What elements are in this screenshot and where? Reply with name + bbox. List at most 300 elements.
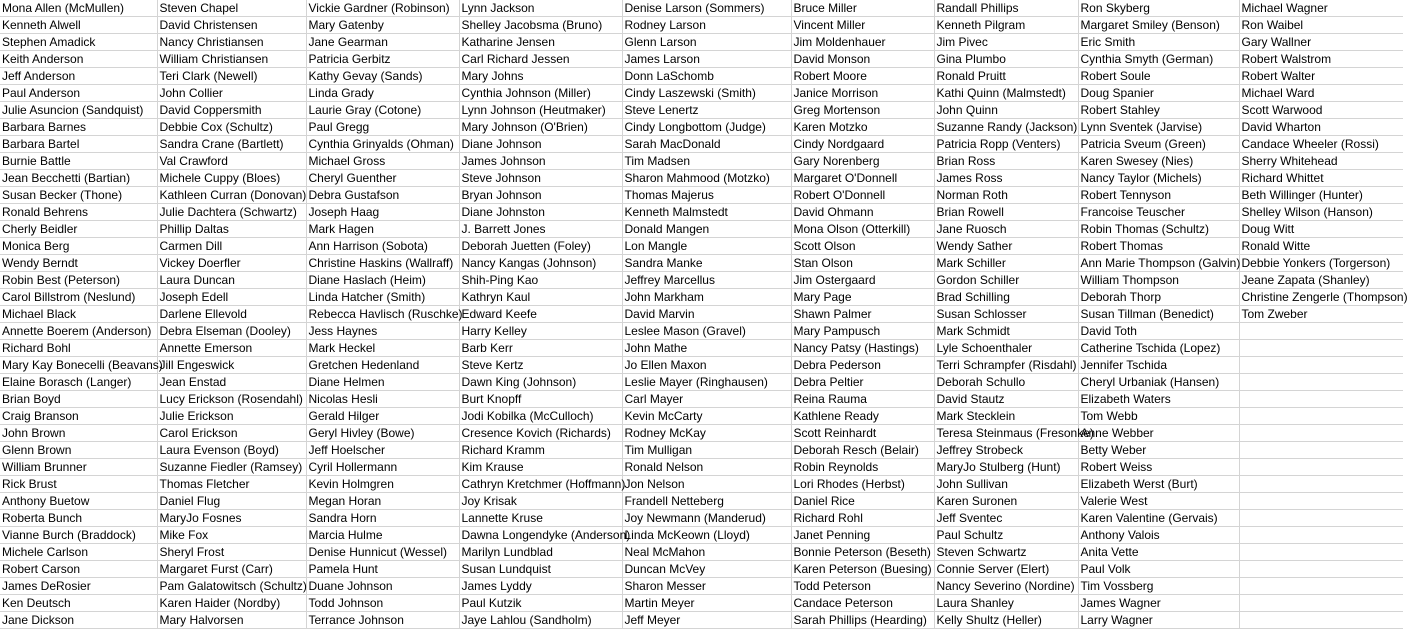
sheet-cell[interactable]: Darlene Ellevold	[157, 306, 306, 323]
sheet-cell[interactable]: Mark Schiller	[934, 255, 1078, 272]
sheet-cell[interactable]: Carol Billstrom (Neslund)	[0, 289, 157, 306]
sheet-cell[interactable]: Janice Morrison	[791, 85, 934, 102]
sheet-cell[interactable]: Jeff Sventec	[934, 510, 1078, 527]
sheet-cell[interactable]: Kenneth Alwell	[0, 17, 157, 34]
sheet-cell[interactable]: Thomas Majerus	[622, 187, 791, 204]
sheet-cell[interactable]: Debbie Yonkers (Torgerson)	[1239, 255, 1403, 272]
sheet-cell[interactable]: Mary Gatenby	[306, 17, 459, 34]
sheet-cell[interactable]: Norman Roth	[934, 187, 1078, 204]
sheet-cell[interactable]: Ann Marie Thompson (Galvin)	[1078, 255, 1239, 272]
sheet-cell[interactable]: MaryJo Fosnes	[157, 510, 306, 527]
sheet-cell[interactable]: Geryl Hivley (Bowe)	[306, 425, 459, 442]
sheet-cell[interactable]: Ronald Witte	[1239, 238, 1403, 255]
sheet-cell[interactable]: Rebecca Havlisch (Ruschke)	[306, 306, 459, 323]
sheet-cell[interactable]: Scott Warwood	[1239, 102, 1403, 119]
sheet-cell[interactable]: Stephen Amadick	[0, 34, 157, 51]
sheet-cell[interactable]: Terrance Johnson	[306, 612, 459, 629]
sheet-cell[interactable]: Mike Fox	[157, 527, 306, 544]
sheet-cell[interactable]: Stan Olson	[791, 255, 934, 272]
sheet-cell[interactable]: Donn LaSchomb	[622, 68, 791, 85]
sheet-cell[interactable]: Nancy Kangas (Johnson)	[459, 255, 622, 272]
sheet-cell[interactable]: Patricia Gerbitz	[306, 51, 459, 68]
sheet-cell[interactable]: Karen Suronen	[934, 493, 1078, 510]
sheet-cell[interactable]: Steve Kertz	[459, 357, 622, 374]
sheet-cell[interactable]: Linda Grady	[306, 85, 459, 102]
sheet-cell[interactable]: Margaret Smiley (Benson)	[1078, 17, 1239, 34]
sheet-cell[interactable]: Kathi Quinn (Malmstedt)	[934, 85, 1078, 102]
sheet-cell[interactable]: Dawna Longendyke (Anderson)	[459, 527, 622, 544]
sheet-cell[interactable]	[1239, 374, 1403, 391]
sheet-cell[interactable]: Randall Phillips	[934, 0, 1078, 17]
sheet-cell[interactable]	[1239, 340, 1403, 357]
sheet-cell[interactable]: Mona Allen (McMullen)	[0, 0, 157, 17]
sheet-cell[interactable]: Cathryn Kretchmer (Hoffmann)	[459, 476, 622, 493]
sheet-cell[interactable]: Jane Dickson	[0, 612, 157, 629]
sheet-cell[interactable]: Duane Johnson	[306, 578, 459, 595]
sheet-cell[interactable]: Robert Soule	[1078, 68, 1239, 85]
sheet-cell[interactable]: Karen Valentine (Gervais)	[1078, 510, 1239, 527]
sheet-cell[interactable]: Mary Pampusch	[791, 323, 934, 340]
sheet-cell[interactable]: Brad Schilling	[934, 289, 1078, 306]
sheet-cell[interactable]: Michael Gross	[306, 153, 459, 170]
sheet-cell[interactable]: Nicolas Hesli	[306, 391, 459, 408]
sheet-cell[interactable]	[1239, 612, 1403, 629]
sheet-cell[interactable]: Ron Waibel	[1239, 17, 1403, 34]
sheet-cell[interactable]: Kevin McCarty	[622, 408, 791, 425]
sheet-cell[interactable]: Lucy Erickson (Rosendahl)	[157, 391, 306, 408]
sheet-cell[interactable]: Diane Johnston	[459, 204, 622, 221]
sheet-cell[interactable]	[1239, 561, 1403, 578]
sheet-cell[interactable]: Lynn Jackson	[459, 0, 622, 17]
sheet-cell[interactable]: John Markham	[622, 289, 791, 306]
sheet-cell[interactable]: Barbara Barnes	[0, 119, 157, 136]
sheet-cell[interactable]	[1239, 442, 1403, 459]
sheet-cell[interactable]: Harry Kelley	[459, 323, 622, 340]
sheet-cell[interactable]: Robin Best (Peterson)	[0, 272, 157, 289]
sheet-cell[interactable]	[1239, 357, 1403, 374]
sheet-cell[interactable]: Debra Gustafson	[306, 187, 459, 204]
sheet-cell[interactable]: Elizabeth Waters	[1078, 391, 1239, 408]
sheet-cell[interactable]: Carl Mayer	[622, 391, 791, 408]
sheet-cell[interactable]: Joseph Edell	[157, 289, 306, 306]
sheet-cell[interactable]: Kelly Shultz (Heller)	[934, 612, 1078, 629]
sheet-cell[interactable]: Glenn Larson	[622, 34, 791, 51]
sheet-cell[interactable]: Carl Richard Jessen	[459, 51, 622, 68]
sheet-cell[interactable]: Kathy Gevay (Sands)	[306, 68, 459, 85]
sheet-cell[interactable]: Karen Motzko	[791, 119, 934, 136]
sheet-cell[interactable]: Burnie Battle	[0, 153, 157, 170]
sheet-cell[interactable]: William Thompson	[1078, 272, 1239, 289]
sheet-cell[interactable]: Laura Evenson (Boyd)	[157, 442, 306, 459]
sheet-cell[interactable]: Tom Webb	[1078, 408, 1239, 425]
sheet-cell[interactable]: Gary Norenberg	[791, 153, 934, 170]
sheet-cell[interactable]: Linda Hatcher (Smith)	[306, 289, 459, 306]
sheet-cell[interactable]: Pamela Hunt	[306, 561, 459, 578]
sheet-cell[interactable]: Mary Kay Bonecelli (Beavans)	[2, 358, 163, 372]
sheet-cell[interactable]: Cynthia Grinyalds (Ohman)	[306, 136, 459, 153]
sheet-cell[interactable]: Shih-Ping Kao	[459, 272, 622, 289]
sheet-cell[interactable]: Christine Haskins (Wallraff)	[306, 255, 459, 272]
sheet-cell[interactable]: Cynthia Smyth (German)	[1078, 51, 1239, 68]
sheet-cell[interactable]: Valerie West	[1078, 493, 1239, 510]
sheet-cell[interactable]: James DeRosier	[0, 578, 157, 595]
sheet-cell[interactable]: Pam Galatowitsch (Schultz)	[157, 578, 306, 595]
sheet-cell[interactable]: Jon Nelson	[622, 476, 791, 493]
sheet-cell[interactable]: Joseph Haag	[306, 204, 459, 221]
sheet-cell[interactable]: David Toth	[1078, 323, 1239, 340]
sheet-cell[interactable]: Kathlene Ready	[791, 408, 934, 425]
sheet-cell[interactable]: Gina Plumbo	[934, 51, 1078, 68]
sheet-cell[interactable]: Carol Erickson	[157, 425, 306, 442]
sheet-cell[interactable]: Gretchen Hedenland	[306, 357, 459, 374]
sheet-cell[interactable]: Michael Ward	[1239, 85, 1403, 102]
sheet-cell[interactable]: Michael Wagner	[1239, 0, 1403, 17]
sheet-cell[interactable]: Sharon Mahmood (Motzko)	[622, 170, 791, 187]
sheet-cell[interactable]: Duncan McVey	[622, 561, 791, 578]
sheet-cell[interactable]: David Christensen	[157, 17, 306, 34]
sheet-cell[interactable]: Elaine Borasch (Langer)	[0, 374, 157, 391]
sheet-cell[interactable]: Cynthia Johnson (Miller)	[459, 85, 622, 102]
sheet-cell[interactable]	[1239, 408, 1403, 425]
sheet-cell[interactable]: Ronald Behrens	[0, 204, 157, 221]
sheet-cell[interactable]: Patricia Ropp (Venters)	[934, 136, 1078, 153]
sheet-cell[interactable]: Sandra Crane (Bartlett)	[157, 136, 306, 153]
sheet-cell[interactable]: Kim Krause	[459, 459, 622, 476]
sheet-cell[interactable]: Jaye Lahlou (Sandholm)	[459, 612, 622, 629]
sheet-cell[interactable]: Cresence Kovich (Richards)	[459, 425, 622, 442]
sheet-cell[interactable]: Sharon Messer	[622, 578, 791, 595]
sheet-cell[interactable]: MaryJo Stulberg (Hunt)	[934, 459, 1078, 476]
sheet-cell[interactable]: Robert Thomas	[1078, 238, 1239, 255]
sheet-cell[interactable]: Richard Whittet	[1239, 170, 1403, 187]
sheet-cell[interactable]: Mark Schmidt	[934, 323, 1078, 340]
sheet-cell[interactable]: Cheryl Guenther	[306, 170, 459, 187]
sheet-cell[interactable]: Vickie Gardner (Robinson)	[306, 0, 459, 17]
sheet-cell[interactable]: Jeff Meyer	[622, 612, 791, 629]
sheet-cell[interactable]: Francoise Teuscher	[1078, 204, 1239, 221]
sheet-cell[interactable]: Candace Peterson	[791, 595, 934, 612]
sheet-cell[interactable]: Deborah Thorp	[1078, 289, 1239, 306]
sheet-cell[interactable]: Jean Becchetti (Bartian)	[0, 170, 157, 187]
sheet-cell[interactable]: Deborah Resch (Belair)	[791, 442, 934, 459]
sheet-cell[interactable]: Gerald Hilger	[306, 408, 459, 425]
sheet-cell[interactable]: Nancy Christiansen	[157, 34, 306, 51]
sheet-cell[interactable]: Cindy Nordgaard	[791, 136, 934, 153]
sheet-cell[interactable]: Jim Ostergaard	[791, 272, 934, 289]
sheet-cell[interactable]: Mona Olson (Otterkill)	[791, 221, 934, 238]
sheet-cell[interactable]: Brian Ross	[934, 153, 1078, 170]
sheet-cell[interactable]: Cherly Beidler	[0, 221, 157, 238]
sheet-cell[interactable]: Margaret Furst (Carr)	[157, 561, 306, 578]
sheet-cell[interactable]: Vianne Burch (Braddock)	[0, 527, 157, 544]
sheet-cell[interactable]	[1239, 425, 1403, 442]
sheet-cell[interactable]: Jane Ruosch	[934, 221, 1078, 238]
sheet-cell[interactable]: James Johnson	[459, 153, 622, 170]
sheet-cell[interactable]: Wendy Sather	[934, 238, 1078, 255]
sheet-cell[interactable]: David Stautz	[934, 391, 1078, 408]
sheet-cell[interactable]: Greg Mortenson	[791, 102, 934, 119]
sheet-cell[interactable]: Jeffrey Strobeck	[934, 442, 1078, 459]
sheet-cell[interactable]: Mary Halvorsen	[157, 612, 306, 629]
sheet-cell[interactable]: Jim Moldenhauer	[791, 34, 934, 51]
sheet-cell[interactable]: Denise Larson (Sommers)	[622, 0, 791, 17]
sheet-cell[interactable]: Susan Tillman (Benedict)	[1078, 306, 1239, 323]
sheet-cell[interactable]: Kenneth Malmstedt	[622, 204, 791, 221]
sheet-cell[interactable]: Doug Witt	[1239, 221, 1403, 238]
sheet-cell[interactable]: Susan Schlosser	[934, 306, 1078, 323]
sheet-cell[interactable]: Nancy Patsy (Hastings)	[791, 340, 934, 357]
sheet-cell[interactable]: Ronald Nelson	[622, 459, 791, 476]
sheet-cell[interactable]: Robert Tennyson	[1078, 187, 1239, 204]
sheet-cell[interactable]: Jess Haynes	[306, 323, 459, 340]
sheet-cell[interactable]: Lori Rhodes (Herbst)	[791, 476, 934, 493]
sheet-cell[interactable]: Daniel Rice	[791, 493, 934, 510]
sheet-cell[interactable]: Sherry Whitehead	[1239, 153, 1403, 170]
sheet-cell[interactable]: James Wagner	[1078, 595, 1239, 612]
sheet-cell[interactable]: Shelley Wilson (Hanson)	[1239, 204, 1403, 221]
sheet-cell[interactable]: Kathryn Kaul	[459, 289, 622, 306]
sheet-cell[interactable]: Phillip Daltas	[157, 221, 306, 238]
sheet-cell[interactable]: Debra Peltier	[791, 374, 934, 391]
sheet-cell[interactable]: Jim Pivec	[934, 34, 1078, 51]
sheet-cell[interactable]: Marcia Hulme	[306, 527, 459, 544]
sheet-cell[interactable]: Steve Johnson	[459, 170, 622, 187]
sheet-cell[interactable]: Debbie Cox (Schultz)	[157, 119, 306, 136]
sheet-cell[interactable]: Burt Knopff	[459, 391, 622, 408]
sheet-cell[interactable]: Mark Hagen	[306, 221, 459, 238]
sheet-cell[interactable]: Steve Lenertz	[622, 102, 791, 119]
sheet-cell[interactable]: Nancy Taylor (Michels)	[1078, 170, 1239, 187]
sheet-cell[interactable]: Annette Emerson	[157, 340, 306, 357]
sheet-cell[interactable]: Robert Walter	[1239, 68, 1403, 85]
sheet-cell[interactable]: Craig Branson	[0, 408, 157, 425]
sheet-cell[interactable]	[1239, 323, 1403, 340]
sheet-cell[interactable]: Roberta Bunch	[0, 510, 157, 527]
sheet-cell[interactable]: Rodney Larson	[622, 17, 791, 34]
sheet-cell[interactable]: Mary Johns	[459, 68, 622, 85]
sheet-cell[interactable]: Robert Walstrom	[1239, 51, 1403, 68]
sheet-cell[interactable]: Todd Peterson	[791, 578, 934, 595]
sheet-cell[interactable]: Donald Mangen	[622, 221, 791, 238]
sheet-cell[interactable]: Paul Anderson	[0, 85, 157, 102]
sheet-cell[interactable]: John Brown	[0, 425, 157, 442]
sheet-cell[interactable]	[1239, 527, 1403, 544]
sheet-cell[interactable]: Beth Willinger (Hunter)	[1239, 187, 1403, 204]
sheet-cell[interactable]: James Larson	[622, 51, 791, 68]
sheet-cell[interactable]: Debra Pederson	[791, 357, 934, 374]
sheet-cell[interactable]: John Quinn	[934, 102, 1078, 119]
sheet-cell[interactable]: Anthony Valois	[1078, 527, 1239, 544]
sheet-cell[interactable]: Laura Duncan	[157, 272, 306, 289]
sheet-cell[interactable]: Mark Heckel	[306, 340, 459, 357]
sheet-cell[interactable]: Jean Enstad	[157, 374, 306, 391]
sheet-cell[interactable]: Deborah Juetten (Foley)	[459, 238, 622, 255]
sheet-cell[interactable]	[1239, 578, 1403, 595]
sheet-cell[interactable]	[1239, 493, 1403, 510]
sheet-cell[interactable]: Julie Erickson	[157, 408, 306, 425]
sheet-cell[interactable]: Joy Newmann (Manderud)	[622, 510, 791, 527]
sheet-cell[interactable]: Terri Schrampfer (Risdahl)	[934, 357, 1078, 374]
sheet-cell[interactable]: Mary Page	[791, 289, 934, 306]
sheet-cell[interactable]: Scott Reinhardt	[791, 425, 934, 442]
sheet-cell[interactable]: Robert O'Donnell	[791, 187, 934, 204]
sheet-cell[interactable]: Jane Gearman	[306, 34, 459, 51]
sheet-cell[interactable]: James Ross	[934, 170, 1078, 187]
sheet-cell[interactable]: David Wharton	[1239, 119, 1403, 136]
sheet-cell[interactable]: Brian Rowell	[934, 204, 1078, 221]
sheet-cell[interactable]: Daniel Flug	[157, 493, 306, 510]
sheet-cell[interactable]: Cheryl Urbaniak (Hansen)	[1078, 374, 1239, 391]
sheet-cell[interactable]: Jeff Hoelscher	[306, 442, 459, 459]
sheet-cell[interactable]: Kathleen Curran (Donovan)	[157, 187, 306, 204]
sheet-cell[interactable]: Anne Webber	[1078, 425, 1239, 442]
sheet-cell[interactable]: John Collier	[157, 85, 306, 102]
sheet-cell[interactable]: Margaret O'Donnell	[791, 170, 934, 187]
sheet-cell[interactable]: Steven Chapel	[157, 0, 306, 17]
sheet-cell[interactable]: Kevin Holmgren	[306, 476, 459, 493]
sheet-cell[interactable]: Mary Johnson (O'Brien)	[459, 119, 622, 136]
sheet-cell[interactable]: David Marvin	[622, 306, 791, 323]
sheet-cell[interactable]	[1239, 510, 1403, 527]
sheet-cell[interactable]: Frandell Netteberg	[622, 493, 791, 510]
sheet-cell[interactable]: Elizabeth Werst (Burt)	[1078, 476, 1239, 493]
sheet-cell[interactable]: Robert Weiss	[1078, 459, 1239, 476]
sheet-cell[interactable]: John Sullivan	[934, 476, 1078, 493]
sheet-cell[interactable]: Karen Peterson (Buesing)	[791, 561, 934, 578]
sheet-cell[interactable]: Lon Mangle	[622, 238, 791, 255]
sheet-cell[interactable]: Candace Wheeler (Rossi)	[1239, 136, 1403, 153]
sheet-cell[interactable]: Thomas Fletcher	[157, 476, 306, 493]
sheet-cell[interactable]: Julie Dachtera (Schwartz)	[157, 204, 306, 221]
sheet-cell[interactable]: Tom Zweber	[1239, 306, 1403, 323]
sheet-cell[interactable]: Ann Harrison (Sobota)	[306, 238, 459, 255]
sheet-cell[interactable]: Jeffrey Marcellus	[622, 272, 791, 289]
sheet-cell[interactable]: Leslie Mayer (Ringhausen)	[622, 374, 791, 391]
sheet-cell[interactable]: Lynn Johnson (Heutmaker)	[459, 102, 622, 119]
sheet-cell[interactable]: Bruce Miller	[791, 0, 934, 17]
sheet-cell[interactable]: Laurie Gray (Cotone)	[306, 102, 459, 119]
sheet-cell[interactable]: Jill Engeswick	[157, 357, 306, 374]
sheet-cell[interactable]: Cindy Longbottom (Judge)	[622, 119, 791, 136]
sheet-cell[interactable]: Keith Anderson	[0, 51, 157, 68]
sheet-cell[interactable]: Lynn Sventek (Jarvise)	[1078, 119, 1239, 136]
sheet-cell[interactable]: Ron Skyberg	[1078, 0, 1239, 17]
sheet-cell[interactable]: Neal McMahon	[622, 544, 791, 561]
sheet-cell[interactable]: Robin Reynolds	[791, 459, 934, 476]
sheet-cell[interactable]: Sheryl Frost	[157, 544, 306, 561]
sheet-cell[interactable]: Vincent Miller	[791, 17, 934, 34]
sheet-cell[interactable]: Bryan Johnson	[459, 187, 622, 204]
sheet-cell[interactable]: Sarah Phillips (Hearding)	[791, 612, 934, 629]
sheet-cell[interactable]: Kenneth Pilgram	[934, 17, 1078, 34]
sheet-cell[interactable]: Richard Kramm	[459, 442, 622, 459]
sheet-cell[interactable]: Ronald Pruitt	[934, 68, 1078, 85]
sheet-cell[interactable]: Debra Elseman (Dooley)	[157, 323, 306, 340]
sheet-cell[interactable]: Sandra Horn	[306, 510, 459, 527]
sheet-cell[interactable]	[1239, 544, 1403, 561]
sheet-cell[interactable]: David Monson	[791, 51, 934, 68]
sheet-cell[interactable]: Diane Haslach (Heim)	[306, 272, 459, 289]
sheet-cell[interactable]: Doug Spanier	[1078, 85, 1239, 102]
sheet-cell[interactable]: Lannette Kruse	[459, 510, 622, 527]
sheet-cell[interactable]: Michael Black	[0, 306, 157, 323]
sheet-cell[interactable]: Eric Smith	[1078, 34, 1239, 51]
sheet-cell[interactable]: David Coppersmith	[157, 102, 306, 119]
sheet-cell[interactable]: Anthony Buetow	[0, 493, 157, 510]
sheet-cell[interactable]: Shelley Jacobsma (Bruno)	[459, 17, 622, 34]
sheet-cell[interactable]: Paul Gregg	[306, 119, 459, 136]
sheet-cell[interactable]: Denise Hunnicut (Wessel)	[306, 544, 459, 561]
sheet-cell[interactable]: William Brunner	[0, 459, 157, 476]
sheet-cell[interactable]: Reina Rauma	[791, 391, 934, 408]
sheet-cell[interactable]	[1239, 459, 1403, 476]
sheet-cell[interactable]: Suzanne Fiedler (Ramsey)	[157, 459, 306, 476]
sheet-cell[interactable]: J. Barrett Jones	[459, 221, 622, 238]
sheet-cell[interactable]: David Ohmann	[791, 204, 934, 221]
sheet-cell[interactable]	[1239, 595, 1403, 612]
sheet-cell[interactable]: Cyril Hollermann	[306, 459, 459, 476]
sheet-cell[interactable]: Marilyn Lundblad	[459, 544, 622, 561]
sheet-cell[interactable]: Sandra Manke	[622, 255, 791, 272]
sheet-cell[interactable]: Richard Bohl	[0, 340, 157, 357]
sheet-cell[interactable]: Robin Thomas (Schultz)	[1078, 221, 1239, 238]
sheet-cell[interactable]: Larry Wagner	[1078, 612, 1239, 629]
sheet-cell[interactable]: William Christiansen	[157, 51, 306, 68]
sheet-cell[interactable]: Vickey Doerfler	[157, 255, 306, 272]
sheet-cell[interactable]: Rodney McKay	[622, 425, 791, 442]
sheet-cell[interactable]: Janet Penning	[791, 527, 934, 544]
sheet-cell[interactable]: Shawn Palmer	[791, 306, 934, 323]
sheet-cell[interactable]: Rick Brust	[0, 476, 157, 493]
sheet-cell[interactable]: Scott Olson	[791, 238, 934, 255]
sheet-cell[interactable]: Edward Keefe	[459, 306, 622, 323]
sheet-cell[interactable]: Katharine Jensen	[459, 34, 622, 51]
sheet-cell[interactable]: Nancy Severino (Nordine)	[934, 578, 1078, 595]
sheet-cell[interactable]: Sarah MacDonald	[622, 136, 791, 153]
sheet-cell[interactable]: Diane Johnson	[459, 136, 622, 153]
sheet-cell[interactable]: Betty Weber	[1078, 442, 1239, 459]
sheet-cell[interactable]: Susan Lundquist	[459, 561, 622, 578]
sheet-cell[interactable]: James Lyddy	[459, 578, 622, 595]
sheet-cell[interactable]: Carmen Dill	[157, 238, 306, 255]
sheet-cell[interactable]: John Mathe	[622, 340, 791, 357]
sheet-cell[interactable]: Bonnie Peterson (Beseth)	[791, 544, 934, 561]
sheet-cell[interactable]	[1239, 391, 1403, 408]
sheet-cell[interactable]: Robert Carson	[0, 561, 157, 578]
sheet-cell[interactable]: Steven Schwartz	[934, 544, 1078, 561]
sheet-cell[interactable]	[1239, 476, 1403, 493]
sheet-cell[interactable]: Annette Boerem (Anderson)	[0, 323, 157, 340]
sheet-cell[interactable]: Teresa Steinmaus (Fresonke)	[934, 425, 1078, 442]
sheet-cell[interactable]: Paul Volk	[1078, 561, 1239, 578]
sheet-cell[interactable]: Richard Rohl	[791, 510, 934, 527]
sheet-cell[interactable]: Gary Wallner	[1239, 34, 1403, 51]
sheet-cell[interactable]: Martin Meyer	[622, 595, 791, 612]
sheet-cell[interactable]: Ken Deutsch	[0, 595, 157, 612]
sheet-cell[interactable]: Diane Helmen	[306, 374, 459, 391]
sheet-cell[interactable]: Robert Stahley	[1078, 102, 1239, 119]
sheet-cell[interactable]: Karen Swesey (Nies)	[1078, 153, 1239, 170]
sheet-cell[interactable]: Susan Becker (Thone)	[0, 187, 157, 204]
sheet-cell[interactable]: Lyle Schoenthaler	[934, 340, 1078, 357]
sheet-cell[interactable]: Suzanne Randy (Jackson)	[934, 119, 1078, 136]
sheet-cell[interactable]: Christine Zengerle (Thompson)	[1239, 289, 1403, 306]
sheet-cell[interactable]: Paul Schultz	[934, 527, 1078, 544]
sheet-cell[interactable]: Cindy Laszewski (Smith)	[622, 85, 791, 102]
sheet-cell[interactable]: Barb Kerr	[459, 340, 622, 357]
sheet-cell[interactable]: Paul Kutzik	[459, 595, 622, 612]
sheet-cell[interactable]: Val Crawford	[157, 153, 306, 170]
